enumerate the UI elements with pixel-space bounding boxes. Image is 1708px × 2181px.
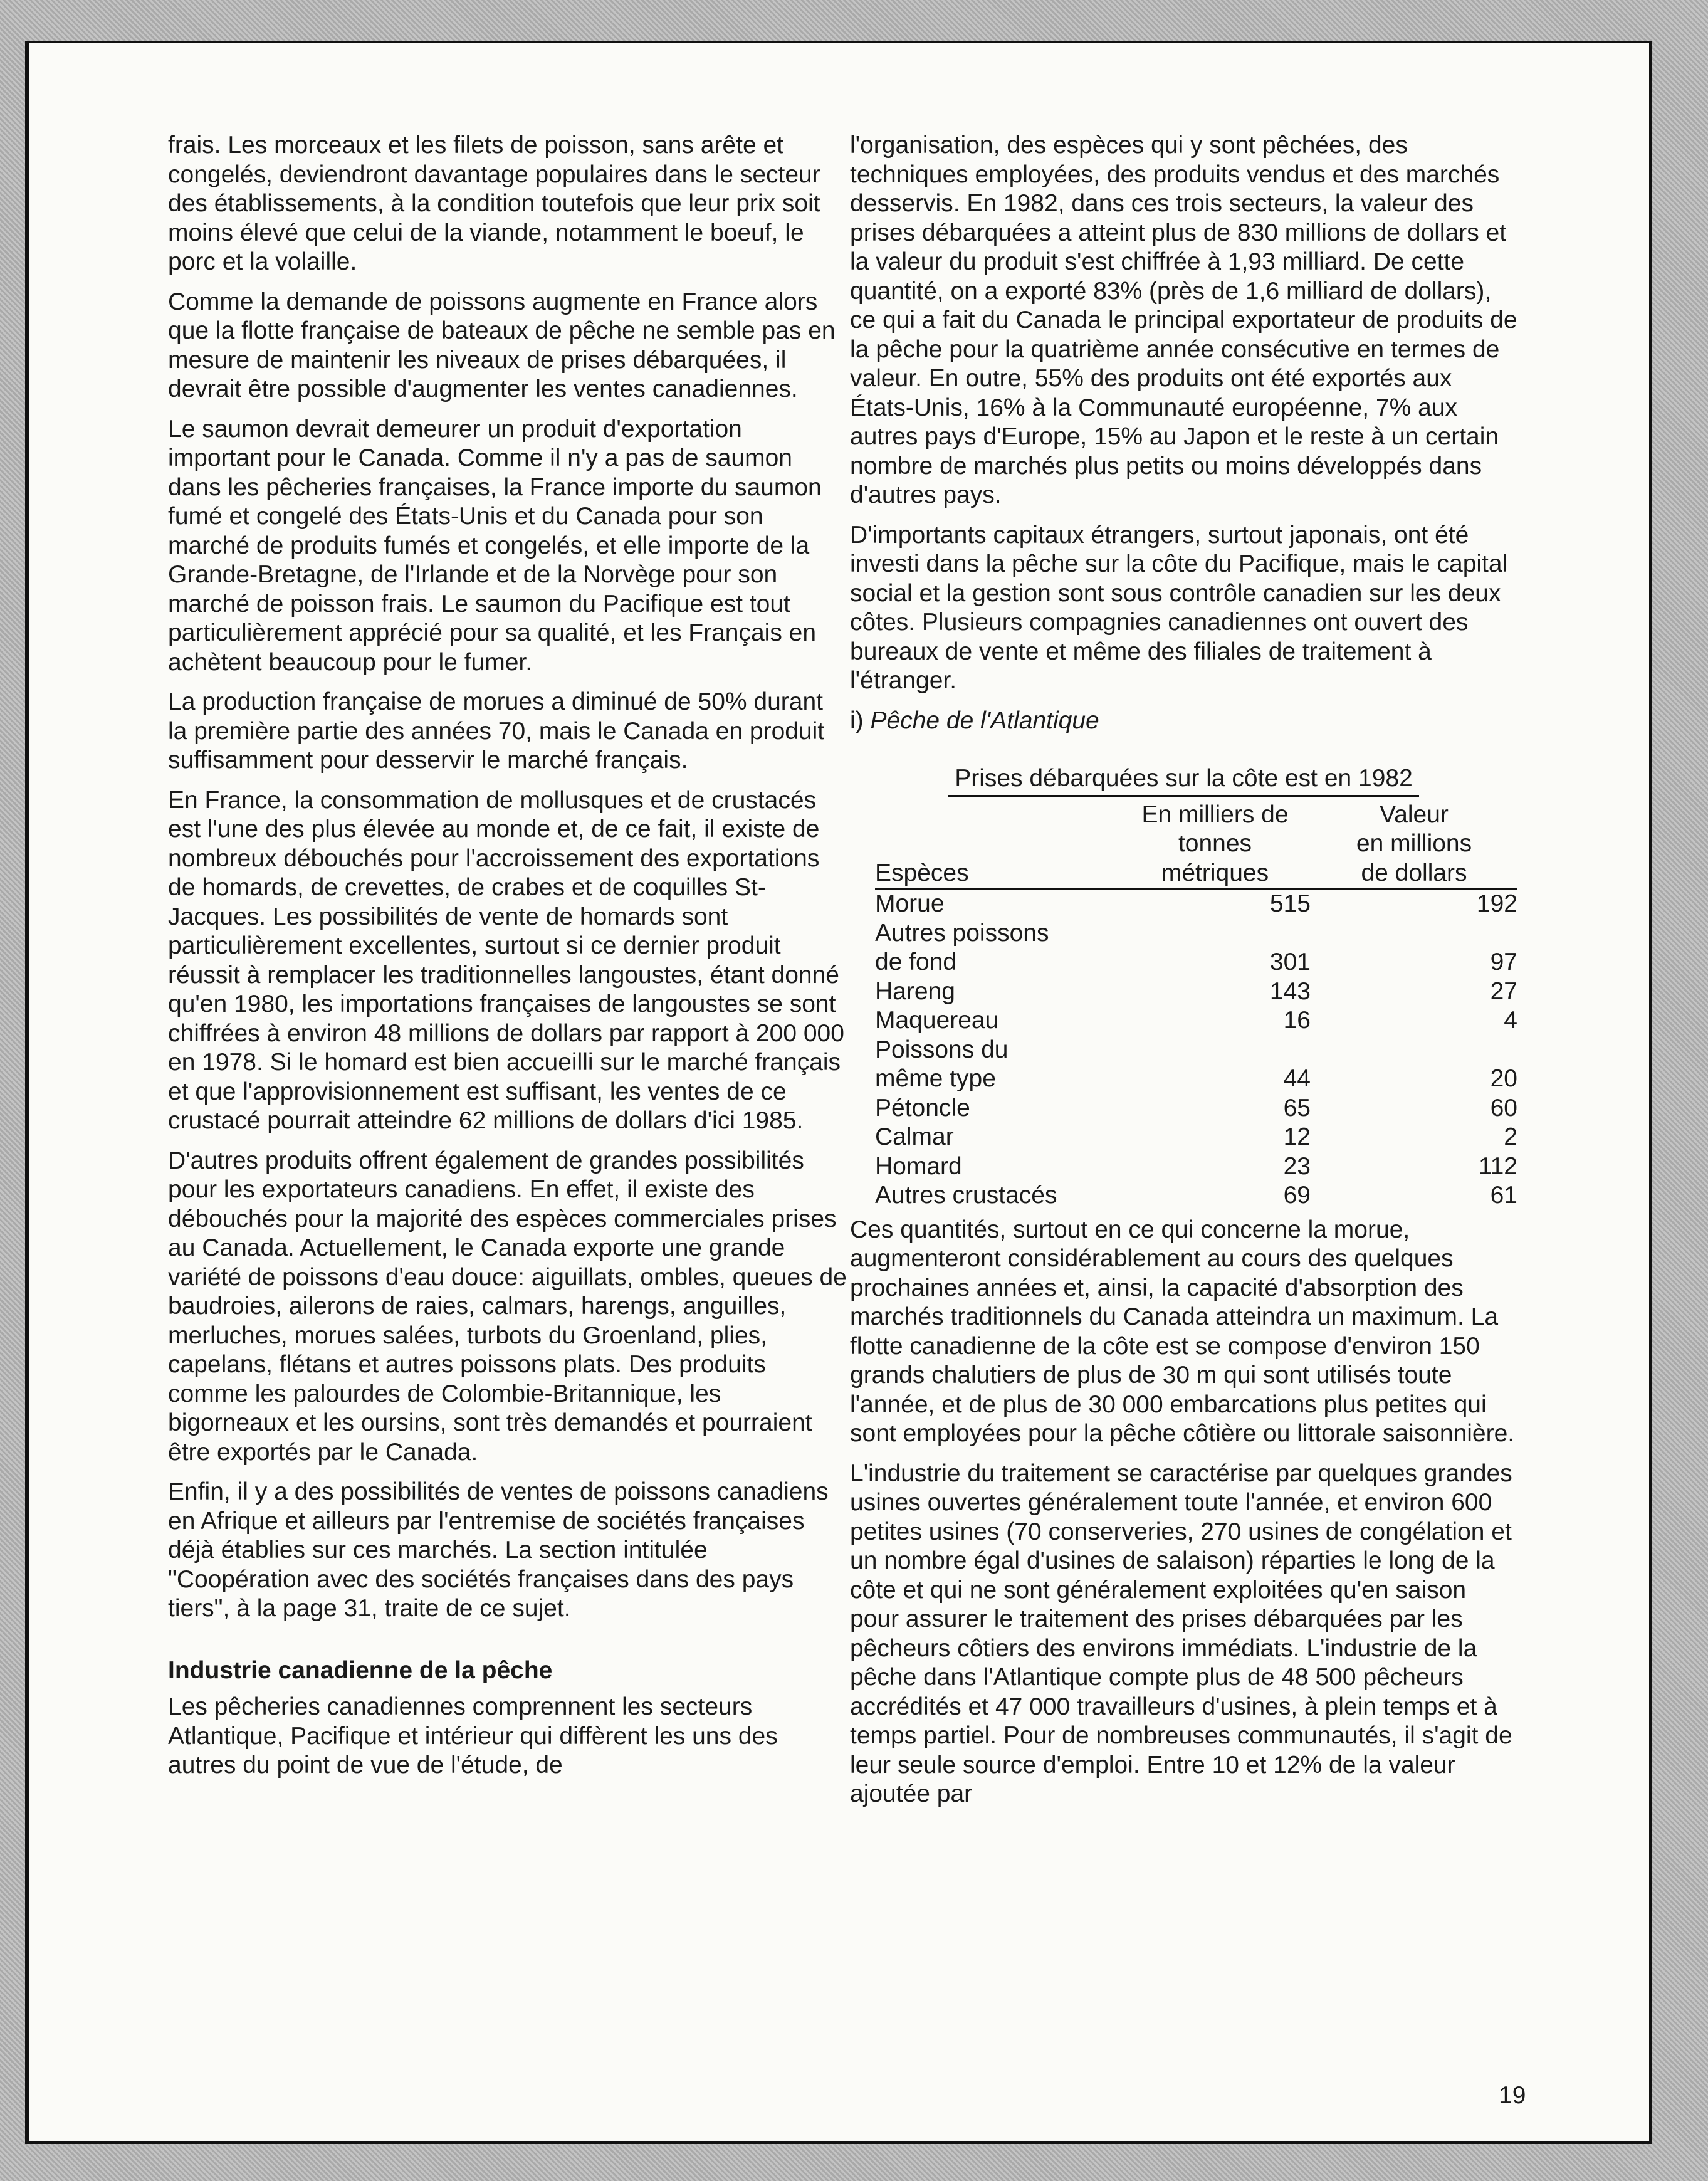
tonnes-cell: 23 [1283,1152,1311,1180]
value-cell: 2 [1504,1123,1517,1150]
table-row [875,1181,1517,1211]
page-number: 19 [1499,2082,1526,2109]
table-title: Prises débarquées sur la côte est en 1982 [948,764,1419,797]
table-row [875,977,1517,1007]
value-cell: 60 [1490,1094,1517,1122]
header-tonnes: En milliers de tonnes métriques [1141,801,1289,886]
header-species: Espèces [875,859,969,886]
value-cell: 61 [1490,1182,1517,1209]
species-cell: Homard [875,1152,962,1180]
document-page [25,41,1652,2144]
subsection-name: Pêche de l'Atlantique [870,707,1099,734]
paragraph: Comme la demande de poissons augmente en France alors que la flotte française de bateaux de pêche ne semble pas en mesure de maintenir les niveaux de prises débarquées, il devrait être possible d'augmenter les ventes canadiennes. [168,288,836,402]
header-value: Valeur en millions de dollars [1356,801,1472,886]
tonnes-cell: 515 [1269,890,1311,917]
table-row [875,948,1517,977]
species-cell: Morue [875,890,945,917]
species-cell: Pétoncle [875,1094,970,1122]
value-cell: 4 [1504,1007,1517,1034]
table-row [875,1036,1517,1065]
table-row [875,1152,1517,1182]
species-cell: Poissons du [875,1036,1009,1063]
paragraph: Les pêcheries canadiennes comprennent les secteurs Atlantique, Pacifique et intérieur qui diffèrent les uns des autres du point de vue de l'étude, de [168,1693,778,1779]
value-cell: 97 [1490,949,1517,975]
table-row [875,1123,1517,1152]
paragraph: Le saumon devrait demeurer un produit d'exportation important pour le Canada. Comme il n'y a pas de saumon dans les pêcheries françaises, la France importe du saumon fumé et congelé des États-Unis et du Canada pour son marché de produits fumés et congelés, et elle importe de la Grande-Bretagne, de l'Irlande et de la Norvège pour son marché de poisson frais. Le saumon du Pacifique est tout particulièrement apprécié pour sa qualité, et les Français en achètent beaucoup pour le fumer. [168,415,822,676]
value-cell: 20 [1490,1065,1517,1092]
species-cell: même type [875,1065,996,1092]
paragraph: Enfin, il y a des possibilités de ventes de poissons canadiens en Afrique et ailleurs par l'entremise de sociétés françaises déjà établies sur ces marchés. La section intitulée "Coopération avec des sociétés françaises dans des pays tiers", à la page 31, traite de ce sujet. [168,1478,829,1622]
paragraph: Ces quantités, surtout en ce qui concerne la morue, augmenteront considérablement au cours des quelques prochaines années et, ainsi, la capacité d'absorption des marchés traditionnels du Canada atteindra un maximum. La flotte canadienne de la côte est se compose d'environ 150 grands chalutiers de plus de 30 m qui sont utilisés toute l'année, et de plus de 30 000 embarcations plus petites qui sont employées pour la pêche côtière ou littorale saisonnière. [850,1216,1515,1447]
species-cell: Autres crustacés [875,1182,1057,1209]
species-cell: Autres poissons [875,919,1049,947]
section-heading: Industrie canadienne de la pêche [168,1656,553,1684]
paragraph: En France, la consommation de mollusques et de crustacés est l'une des plus élevée au monde et, de ce fait, il existe de nombreux débouchés pour l'accroissement des exportations de homards, de crevettes, de crabes et de coquilles St-Jacques. Les possibilités de vente de homards sont particulièrement excellentes, surtout si ce dernier produit réussit à remplacer les traditionnelles langoustes, étant donné qu'en 1980, les importations françaises de langoustes se sont chiffrées à environ 48 millions de dollars par rapport à 200 000 en 1978. Si le homard est bien accueilli sur le marché français et que l'approvisionnement est suffisant, les ventes de ce crustacé pourrait atteindre 62 millions de dollars d'ici 1985. [168,786,844,1134]
table-header-row [875,801,1517,889]
paragraph: l'organisation, des espèces qui y sont pêchées, des techniques employées, des produits vendus et des marchés desservis. En 1982, dans ces trois secteurs, la valeur des prises débarquées a atteint plus de 830 millions de dollars et la valeur du produit s'est chiffrée à 1,93 milliard. De cette quantité, on a exporté 83% (près de 1,6 milliard de dollars), ce qui a fait du Canada le principal exportateur de produits de la pêche pour la quatrième année consécutive en termes de valeur. En outre, 55% des produits ont été exportés aux États-Unis, 16% à la Communauté européenne, 7% aux autres pays d'Europe, 15% au Japon et le reste à un certain nombre de marchés plus petits ou moins développés dans d'autres pays. [850,132,1517,508]
tonnes-cell: 143 [1269,977,1311,1005]
catch-table [875,801,1517,1211]
table-caption [900,764,1467,797]
paragraph: D'importants capitaux étrangers, surtout japonais, ont été investi dans la pêche sur la côte du Pacifique, mais le capital social et la gestion sont sous contrôle canadien sur les deux côtes. Plusieurs compagnies canadiennes ont ouvert des bureaux de vente et même des filiales de traitement à l'étranger. [850,521,1508,694]
tonnes-cell: 65 [1283,1094,1311,1122]
paragraph: D'autres produits offrent également de grandes possibilités pour les exportateurs canadiens. En effet, il existe des débouchés pour la majorité des espèces commerciales prises au Canada. Actuellement, le Canada exporte une grande variété de poissons d'eau douce: aiguillats, ombles, queues de baudroies, ailerons de raies, calmars, harengs, anguilles, merluches, morues salées, turbots du Groenland, plies, capelans, flétans et autres poissons plats. Des produits comme les palourdes de Colombie-Britannique, les bigorneaux et les oursins, sont très demandés et pourraient être exportés par le Canada. [168,1147,847,1466]
paragraph: frais. Les morceaux et les filets de poisson, sans arête et congelés, deviendront davantage populaires dans le secteur des établissements, à la condition toutefois que leur prix soit moins élevé que celui de la viande, notamment le boeuf, le porc et la volaille. [168,132,820,275]
paragraph: La production française de morues a diminué de 50% durant la première partie des années 70, mais le Canada en produit suffisamment pour desservir le marché français. [168,688,825,774]
table-row [875,1094,1517,1123]
species-cell: Calmar [875,1123,954,1150]
table-row [875,1006,1517,1036]
value-cell: 112 [1478,1152,1517,1180]
value-cell: 27 [1490,977,1517,1005]
left-column [168,131,848,1791]
species-cell: Hareng [875,977,955,1005]
tonnes-cell: 44 [1283,1065,1311,1092]
right-column [850,131,1517,1820]
value-cell: 192 [1476,890,1517,917]
table-row [875,889,1517,919]
table-row [875,1064,1517,1094]
tonnes-cell: 12 [1283,1123,1311,1150]
species-cell: de fond [875,949,957,975]
subsection-title [850,707,1517,736]
tonnes-cell: 16 [1283,1007,1311,1034]
subsection-prefix: i) [850,707,864,734]
tonnes-cell: 69 [1283,1182,1311,1209]
tonnes-cell: 301 [1269,949,1311,975]
table-row [875,919,1517,949]
species-cell: Maquereau [875,1007,999,1034]
paragraph: L'industrie du traitement se caractérise par quelques grandes usines ouvertes généralement toute l'année, et environ 600 petites usines (70 conserveries, 270 usines de congélation et un nombre égal d'usines de salaison) réparties le long de la côte et qui ne sont généralement exploitées qu'en saison pour assurer le traitement des prises débarquées par les pêcheurs côtiers des environs immédiats. L'industrie de la pêche dans l'Atlantique compte plus de 48 500 pêcheurs accrédités et 47 000 travailleurs d'usines, à plein temps et à temps partiel. Pour de nombreuses communautés, il s'agit de leur seule source d'emploi. Entre 10 et 12% de la valeur ajoutée par [850,1459,1512,1807]
